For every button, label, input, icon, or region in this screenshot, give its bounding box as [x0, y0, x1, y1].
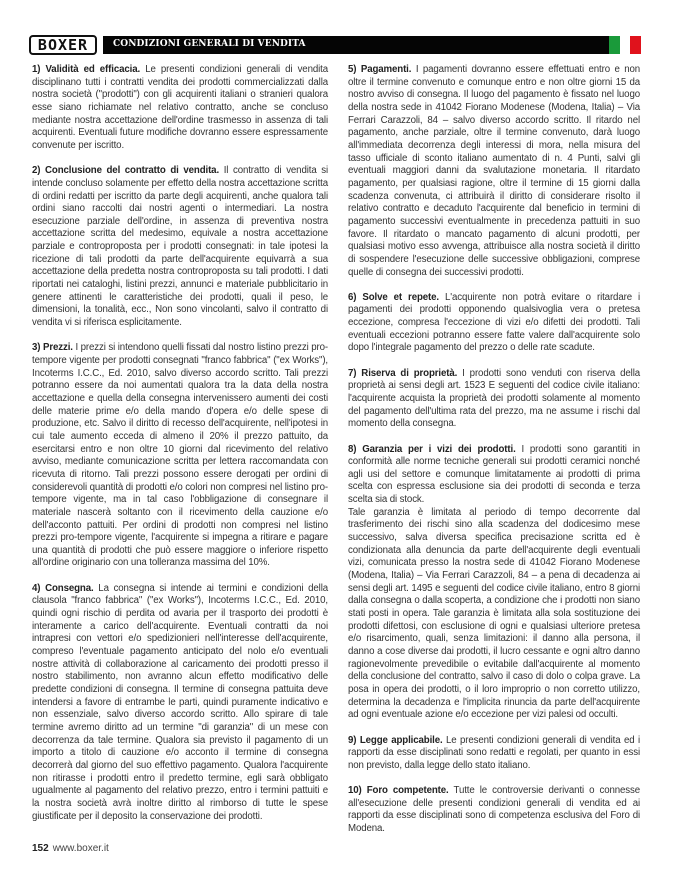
boxer-logo: BOXER	[29, 35, 97, 55]
section-body: I prodotti sono garantiti in conformità alle norme tecniche generali sui prodotti ceramici nonché agli usi del settore e comunque limitatamente ai prodotti di prima scelta con espressa esclusione sia dei prodotti di seconda e terza scelta sia di stock.	[348, 443, 640, 506]
section-title: 9) Legge applicabile.	[348, 734, 443, 746]
section-title: 7) Riserva di proprietà.	[348, 367, 458, 379]
flag-red	[630, 36, 641, 54]
section-title: 2) Conclusione del contratto di vendita.	[32, 165, 220, 177]
flag-green	[609, 36, 620, 54]
section-body: I pagamenti dovranno essere effettuati entro e non oltre il termine convenuto e comunque entro e non oltre giorni 15 da nostro avviso di consegna. Il luogo del pagamento è fissato nel luogo della nostra sede in 41042 Fiorano Modenese (Modena, Italia) – Via Ferrari Carazzoli, 84 – salvo diverso accordo scritto. Il ritardo nel pagamento, anche parziale, oltre il termine convenuto, darà luogo all'immediata decorrenza degli interessi di mora, nella misura del tasso ufficiale di sconto italiano aumentato di n. 4 Punti, salvi gli eventuali maggiori danni da svalutazione monetaria. Il ritardato pagamento, per qualsiasi ragione, oltre il termine di 15 giorni dalla scadenza convenuta, ci attribuirà il diritto di considerare risolto il relativo contratto e decaduto l'acquirente dal beneficio in termini di pagamento successivi eventualmente in precedenza pattuiti in suo favore. Il ritardato o mancato pagamento di alcuni prodotti, per qualsiasi motivo esso avvenga, attribuisce alla nostra società il diritto di sospendere l'esecuzione delle successive obbligazioni, comprese quelle di consegna dei successivi prodotti.	[348, 64, 640, 278]
section-body: La consegna si intende ai termini e condizioni della clausola "franco fabbrica" ("ex Works"), Incoterms I.C.C., Ed. 2010, quindi ogni rischio di perdita od avaria per il trasporto dei prodotti è interamente a carico dell'acquirente. Eventuali contratti da noi intrapresi con vettori e/o spedizionieri nell'interesse dell'acquirente, compreso l'eventuale pagamento anticipato del nolo e/o eventuali nostre attività di collaborazione al caricamento dei prodotti presso il nostro stabilimento, non avranno alcun effetto modificativo delle predette condizioni di consegna. Il termine di consegna pattuita deve intendersi a favore di entrambe le parti, quindi puramente indicativo e non essenziale, salvo diverso accordo scritto. Allo spirare di tale termine avremo diritto ad un termine "di garanzia" di un mese con decorrenza da tale termine. Qualora sia previsto il pagamento di un importo a titolo di cauzione e/o acconto il termine di consegna decorrerà dal giorno del suo effettivo pagamento. Qualora l'acquirente non ritirasse i prodotti entro il predetto termine, egli sarà obbligato ugualmente al pagamento del relativo prezzo, entro i termini pattuiti e la nostra società avrà inoltre diritto al rimborso di tutte le spese giustificate per il deposito la conservazione dei prodotti.	[32, 582, 329, 822]
section-prezzi	[32, 342, 328, 570]
section-consegna	[32, 583, 328, 823]
page-title: CONDIZIONI GENERALI DI VENDITA	[113, 39, 306, 49]
section-foro	[348, 785, 640, 836]
section-title: 8) Garanzia per i vizi dei prodotti.	[348, 443, 516, 455]
section-body: Il contratto di vendita si intende concluso solamente per effetto della nostra accettazione scritta di ordini redatti per iscritto da parte degli acquirenti, anche qualora tali ordini siano raccolti dai nostri agenti o intermediari. La nostra esecuzione parziale dell'ordine, in assenza di preventiva nostra accettazione scritta del medesimo, equivale a nostra accettazione parziale e controproposta per i prodotti consegnati: in tale ipotesi la ricezione di tali prodotti da parte dell'acquirente equivarrà a sua accettazione della predetta nostra controproposta su tali prodotti. I dati riportati nei cataloghi, listini prezzi, annunci e materiale pubblicitario in genere attinenti le caratteristiche dei prodotti, quali il peso, le dimensioni, la tonalità, ecc., Non sono vincolanti, salvo il contratto di vendita vi si riferisca esplicitamente.	[32, 165, 329, 329]
section-title: 3) Prezzi.	[32, 342, 73, 354]
left-column	[32, 64, 328, 836]
website-link[interactable]: www.boxer.it	[52, 843, 109, 854]
section-title: 5) Pagamenti.	[348, 64, 412, 75]
section-garanzia	[348, 444, 640, 722]
header-bar	[103, 36, 609, 54]
section-body: L'acquirente non potrà evitare o ritardare i pagamenti dei prodotti opponendo qualsivoglia vera o pretesa eccezione, compresa l'eccezione di vizi e/o difetti dei prodotti. Tali eventuali eccezioni potranno essere fatte valere dall'acquirente solo dopo l'integrale pagamento del prezzo o delle rate scadute.	[348, 291, 641, 354]
section-body-continued: Tale garanzia è limitata al periodo di tempo decorrente dal trasferimento dei rischi sino alla scadenza del dodicesimo mese successivo, salva diversa specifica precisazione scritta ed è condizionata alla denuncia da parte dell'acquirente degli eventuali vizi, comunicata presso la nostra sede di 41042 Fiorano Modenese (Modena, Italia) – Via Ferrari Carazzoli, 84 – a pena di decadenza ai sensi degli art. 1495 e seguenti del codice civile italiano, entro 8 giorni dalla consegna o dalla scoperta, a condizione che i prodotti non siano stati posti in opera. Tale garanzia è limitata alla sola sostituzione dei prodotti difettosi, con esclusione di ogni e qualsiasi ulteriore pretesa e/o risarcimento, quali, senza limitazioni: il danno alla persona, il danno a cose diverse dai prodotti, il lucro cessante e ogni altro danno ragionevolmente prevedibile o evitabile dall'acquirente al momento della conclusione del contratto, salvo il caso di dolo o colpa grave. La posa in opera dei prodotti, o il loro improprio o non corretto utilizzo, determina la decadenza e l'implicita rinuncia da parte dell'acquirente ad ogni eventuale azione e/o eccezione per vizi palesi od occulti.	[348, 506, 640, 721]
page-number: 152	[32, 843, 49, 854]
section-validita	[32, 64, 328, 153]
page-footer	[32, 843, 109, 854]
right-column	[348, 64, 640, 848]
section-title: 4) Consegna.	[32, 582, 94, 594]
section-pagamenti	[348, 64, 640, 279]
section-body: Tutte le controversie derivanti o connesse all'esecuzione delle presenti condizioni generali di vendita ed ai rapporti da esse disciplinati sono di competenza esclusiva del Foro di Modena.	[348, 785, 640, 835]
section-body: Le presenti condizioni generali di vendita disciplinano tutti i contratti vendita dei prodotti commercializzati dalla nostra società ("prodotti") con gli acquirenti italiani o stranieri qualora esse siano richiamate nel relativo contratto, anche se concluso mediante nostra accettazione dell'ordine trasmesso in assenza di tali acquirenti. Eventuali future modifiche dovranno essere espressamente convenute per iscritto.	[32, 64, 328, 151]
section-legge	[348, 735, 640, 773]
section-solve-et-repete	[348, 292, 640, 355]
section-title: 1) Validità ed efficacia.	[32, 64, 141, 75]
section-conclusione	[32, 165, 328, 330]
section-body: I prodotti sono venduti con riserva della proprietà ai sensi degli art. 1523 E seguenti del codice civile italiano: l'acquirente acquista la proprietà dei prodotti solamente al momento del pagamento dell'ultima rata del prezzo, ma ne assume i rischi dal momento della consegna.	[348, 367, 641, 430]
section-title: 6) Solve et repete.	[348, 291, 439, 303]
section-body: I prezzi si intendono quelli fissati dal nostro listino prezzi pro-tempore vigente per prodotti consegnati "franco fabbrica" ("ex Works"), Incoterms I.C.C., Ed. 2010, salvo diverso accordo scritto. Tali prezzi potranno essere da noi aumentati qualora tra la data della nostra accettazione e quella della consegna intervenissero aumenti dei costi delle materie prime e/o della mando d'opera e/o delle spese di produzione, etc. Salvo il diritto di recesso dell'acquirente, nell'ipotesi in cui tale aumento ecceda di almeno il 20% il prezzo pattuito, da esercitarsi entro e non oltre 10 giorni dal ricevimento del relativo avviso, mediante comunicazione scritta per lettera raccomandata con ricevuta di ritorno. Tali prezzi possono essere derogati per ordini di considerevoli quantità di prodotti e/o colori non compresi nel listino pro-tempore vigente, ma in tal caso l'obbligazione di consegnare il materiale nascerà soltanto con il ricevimento della cauzione e/o dell'acconto pattuiti. Per ordini di prodotti non compresi nel listino prezzi pro-tempore vigente, l'acquirente si impegna a ritirare e pagare una quantità di prodotti che può essere maggiore o inferiore rispetto all'ordine originario con una tolleranza massima del 10%.	[32, 342, 328, 569]
section-riserva	[348, 368, 640, 431]
section-title: 10) Foro competente.	[348, 785, 449, 797]
section-body: Le presenti condizioni generali di vendita ed i rapporti da esse disciplinati sono redatti e regolati, per quanto in essi non previsto, dalla legge dello stato italiano.	[348, 734, 640, 771]
